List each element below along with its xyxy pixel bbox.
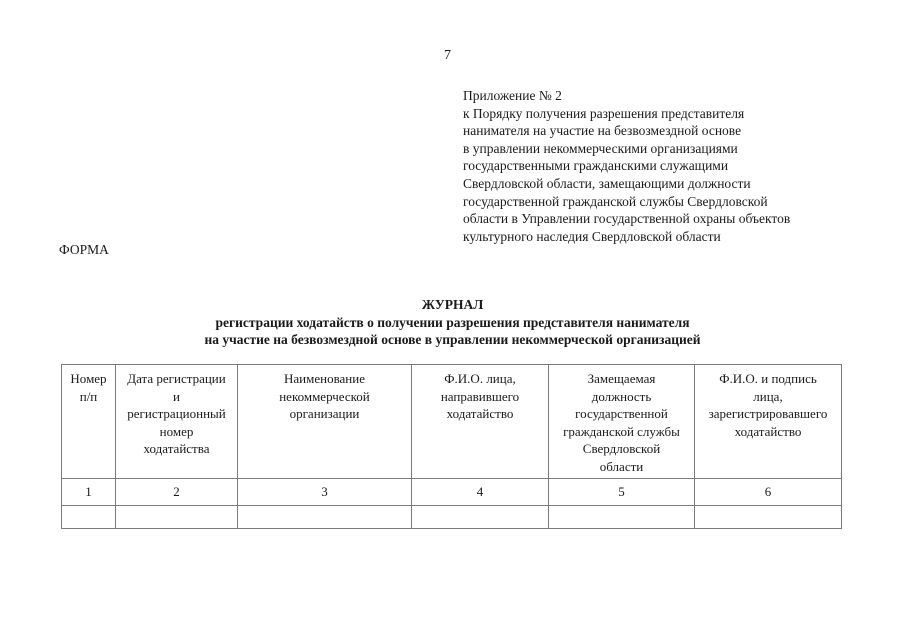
header-cell-registration-date: Дата регистрации и регистрационный номер ходатайства bbox=[116, 365, 238, 479]
column-number-row bbox=[62, 479, 842, 506]
header-cell-applicant-name: Ф.И.О. лица, направившего ходатайство bbox=[412, 365, 549, 479]
empty-cell bbox=[62, 506, 116, 529]
appendix-line: Приложение № 2 bbox=[463, 88, 562, 103]
header-cell-organization-name: Наименование некоммерческой организации bbox=[238, 365, 412, 479]
column-number-cell: 6 bbox=[695, 479, 842, 506]
column-number-cell: 1 bbox=[62, 479, 116, 506]
journal-subtitle-line: на участие на безвозмездной основе в управлении некоммерческой организацией bbox=[204, 332, 701, 347]
column-number-cell: 5 bbox=[549, 479, 695, 506]
appendix-line: в управлении некоммерческими организациями bbox=[463, 140, 738, 156]
appendix-line: государственными гражданскими служащими bbox=[463, 158, 729, 174]
table-header-row bbox=[62, 365, 842, 479]
appendix-line: государственной гражданской службы Свердловской bbox=[463, 193, 768, 209]
empty-cell bbox=[412, 506, 549, 529]
journal-title-block bbox=[0, 296, 905, 349]
appendix-line: культурного наследия Свердловской области bbox=[463, 228, 721, 244]
appendix-block bbox=[463, 87, 883, 245]
empty-cell bbox=[549, 506, 695, 529]
form-label: ФОРМА bbox=[59, 242, 109, 257]
page-number: 7 bbox=[444, 48, 451, 63]
journal-title: ЖУРНАЛ bbox=[421, 297, 484, 312]
empty-cell bbox=[116, 506, 238, 529]
column-number-cell: 2 bbox=[116, 479, 238, 506]
header-cell-number: Номер п/п bbox=[62, 365, 116, 479]
header-cell-registrar-signature: Ф.И.О. и подпись лица, зарегистрировавшего ходатайство bbox=[695, 365, 842, 479]
column-number-cell: 4 bbox=[412, 479, 549, 506]
empty-cell bbox=[238, 506, 412, 529]
appendix-line: области в Управлении государственной охраны объектов bbox=[463, 211, 791, 227]
appendix-line: нанимателя на участие на безвозмездной основе bbox=[463, 123, 742, 139]
appendix-line: Свердловской области, замещающими должности bbox=[463, 175, 751, 191]
register-table bbox=[61, 364, 842, 529]
header-cell-position: Замещаемая должность государственной гражданской службы Свердловской области bbox=[549, 365, 695, 479]
journal-subtitle-line: регистрации ходатайств о получении разрешения представителя нанимателя bbox=[215, 314, 690, 330]
appendix-line: к Порядку получения разрешения представителя bbox=[463, 105, 745, 121]
empty-entry-row bbox=[62, 506, 842, 529]
empty-cell bbox=[695, 506, 842, 529]
column-number-cell: 3 bbox=[238, 479, 412, 506]
